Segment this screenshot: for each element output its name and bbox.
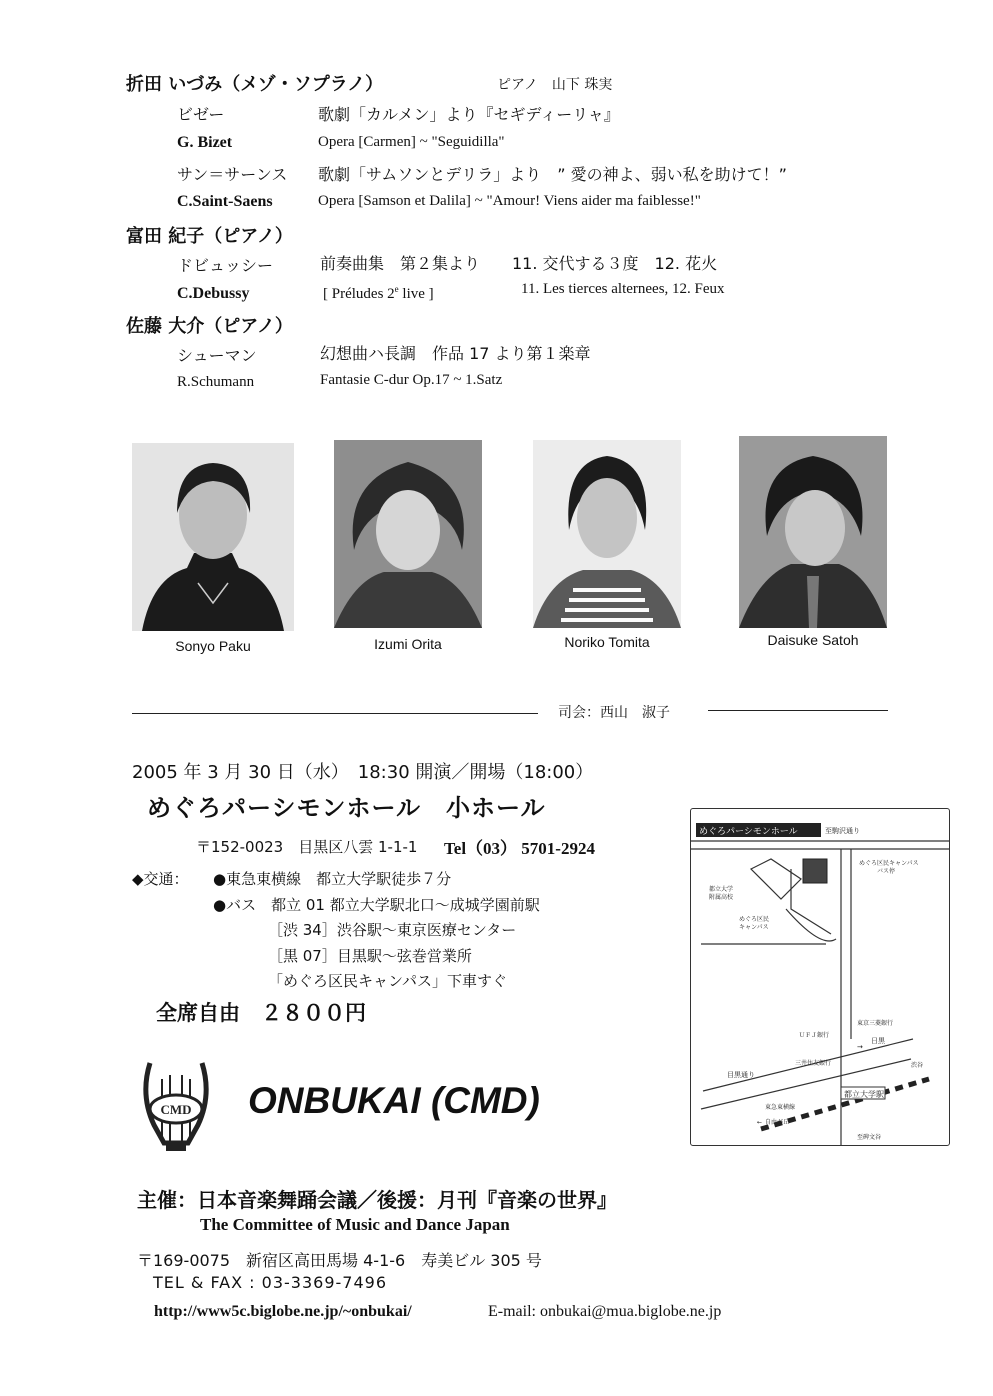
map-station: 都立大学駅 bbox=[844, 1090, 884, 1099]
map-campus-bus: めぐろ区民キャンパス bbox=[859, 860, 919, 867]
work-debussy-jp: 前奏曲集 第２集より 11. 交代する３度 12. 花火 bbox=[320, 254, 718, 273]
composer-debussy-en: C.Debussy bbox=[177, 285, 250, 302]
composer-debussy-jp: ドビュッシー bbox=[177, 256, 274, 275]
org-telfax: TEL & FAX : 03-3369-7496 bbox=[153, 1273, 387, 1292]
map-arrow-east: → bbox=[857, 1043, 863, 1051]
map-road-komazawa: 至駒沢通り bbox=[825, 827, 860, 835]
divider-left bbox=[132, 713, 538, 714]
lyre-emblem bbox=[136, 1055, 216, 1155]
photo-daisuke-satoh bbox=[739, 436, 887, 628]
map-bank-ufj: ＵＦＪ銀行 bbox=[799, 1032, 830, 1039]
org-host: 主催：日本音楽舞踊会議／後援：月刊『音楽の世界』 bbox=[137, 1188, 617, 1212]
performer1-name: 折田 いづみ（メゾ・ソプラノ） bbox=[126, 74, 384, 95]
event-datetime: 2005 年 3 月 30 日（水） 18:30 開演／開場（18:00） bbox=[132, 762, 594, 783]
venue-map bbox=[690, 808, 950, 1146]
org-email[interactable]: E-mail: onbukai@mua.biglobe.ne.jp bbox=[488, 1303, 722, 1320]
photo-sonyo-paku bbox=[132, 443, 294, 631]
org-url[interactable]: http://www5c.biglobe.ne.jp/~onbukai/ bbox=[154, 1303, 412, 1320]
map-bus-stop: バス停 bbox=[877, 868, 896, 875]
event-tel: Tel（03） 5701-2924 bbox=[444, 839, 595, 858]
caption-daisuke-satoh: Daisuke Satoh bbox=[767, 632, 859, 648]
map-road-meguro: 目黒通り bbox=[727, 1071, 755, 1079]
access-train: ●東急東横線 都立大学駅徒歩７分 bbox=[213, 870, 452, 888]
work-debussy-en-pieces: 11. Les tierces alternees, 12. Feux bbox=[521, 281, 725, 297]
map-dir-shibuya: 渋谷 bbox=[911, 1062, 924, 1069]
org-host-en: The Committee of Music and Dance Japan bbox=[200, 1215, 510, 1234]
event-venue: めぐろパーシモンホール 小ホール bbox=[147, 794, 546, 822]
work-samson-jp: 歌劇「サムソンとデリラ」より ” 愛の神よ、弱い私を助けて！” bbox=[318, 165, 787, 184]
work-schumann-en: Fantasie C-dur Op.17 ~ 1.Satz bbox=[320, 372, 503, 388]
org-name: ONBUKAI (CMD) bbox=[248, 1080, 540, 1121]
map-bank-mitsubishi: 東京三菱銀行 bbox=[857, 1020, 894, 1027]
caption-izumi-orita: Izumi Orita bbox=[374, 636, 442, 652]
work-carmen-jp: 歌劇「カルメン」より『セギディーリャ』 bbox=[318, 105, 620, 124]
map-campus: めぐろ区民 bbox=[739, 916, 770, 923]
map-school: 都立大学 bbox=[709, 886, 734, 893]
work-schumann-jp: 幻想曲ハ長調 作品 17 より第１楽章 bbox=[320, 344, 591, 363]
map-bank-mitsui: 三井住友銀行 bbox=[795, 1060, 832, 1067]
map-dir-jiyugaoka: 自由が丘 bbox=[765, 1119, 790, 1126]
event-price: 全席自由 ２８００円 bbox=[156, 1001, 366, 1025]
performer2-name: 富田 紀子（ピアノ） bbox=[126, 226, 293, 247]
bus-route-3: ［黒 07］目黒駅～弦巻営業所 bbox=[268, 947, 472, 965]
composer-schumann-en: R.Schumann bbox=[177, 374, 255, 390]
composer-schumann-jp: シューマン bbox=[177, 346, 257, 365]
emcee: 司会：西山 淑子 bbox=[558, 705, 670, 721]
composer-bizet-jp: ビゼー bbox=[177, 105, 225, 124]
caption-noriko-tomita: Noriko Tomita bbox=[564, 634, 650, 650]
work-samson-en: Opera [Samson et Dalila] ~ "Amour! Viens aider ma faiblesse!" bbox=[318, 193, 701, 209]
photo-noriko-tomita bbox=[533, 440, 681, 628]
map-dir-himonya: 至碑文谷 bbox=[857, 1134, 882, 1141]
performer3-name: 佐藤 大介（ピアノ） bbox=[126, 316, 293, 337]
emblem-text: CMD bbox=[160, 1102, 192, 1117]
caption-sonyo-paku: Sonyo Paku bbox=[175, 638, 251, 654]
work-debussy-en-title: [ Préludes 2e live ] bbox=[323, 284, 434, 302]
access-label: ◆交通： bbox=[132, 870, 189, 888]
event-address: 〒152-0023 目黒区八雲 1-1-1 bbox=[196, 838, 418, 856]
access-bus: ●バス 都立 01 都立大学駅北口～成城学園前駅 bbox=[213, 896, 540, 914]
composer-saint-saens-en: C.Saint-Saens bbox=[177, 193, 273, 210]
work-carmen-en: Opera [Carmen] ~ "Seguidilla" bbox=[318, 134, 505, 150]
map-arrow-west: ← bbox=[757, 1119, 763, 1126]
org-address: 〒169-0075 新宿区高田馬場 4-1-6 寿美ビル 305 号 bbox=[137, 1251, 542, 1270]
bus-route-2: ［渋 34］渋谷駅～東京医療センター bbox=[268, 921, 517, 939]
photo-izumi-orita bbox=[334, 440, 482, 628]
map-rail-line: 東急東横線 bbox=[765, 1104, 796, 1111]
map-road-east: 日黒 bbox=[871, 1037, 885, 1045]
map-hall-label: めぐろパーシモンホール bbox=[699, 827, 798, 837]
map-campus-2: キャンパス bbox=[739, 924, 769, 931]
composer-saint-saens-jp: サン＝サーンス bbox=[177, 165, 288, 184]
composer-bizet-en: G. Bizet bbox=[177, 134, 233, 151]
performer1-accompanist: ピアノ 山下 珠実 bbox=[497, 77, 613, 93]
map-school-2: 附属高校 bbox=[709, 894, 734, 901]
bus-stop: 「めぐろ区民キャンパス」下車すぐ bbox=[268, 972, 507, 990]
divider-right bbox=[708, 710, 888, 711]
